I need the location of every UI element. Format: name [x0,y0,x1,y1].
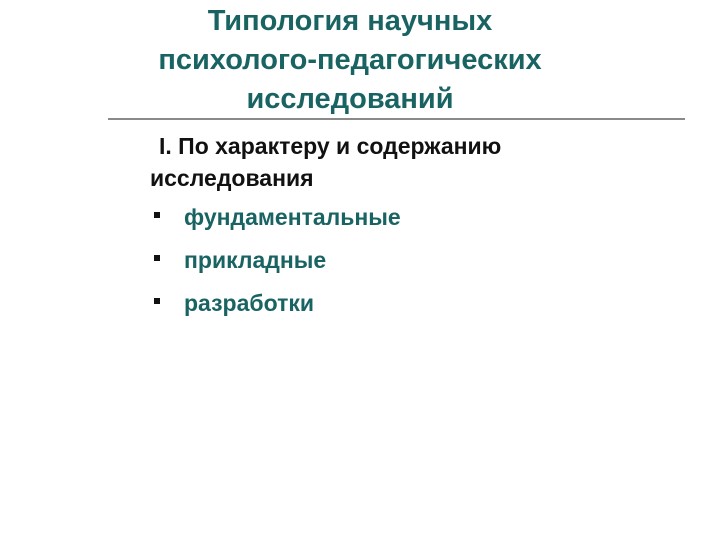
section-heading-line-1: I. По характеру и содержанию [159,133,502,159]
bullet-text: разработки [184,290,314,316]
square-bullet-icon [154,255,160,261]
bullet-text: прикладные [184,247,327,273]
square-bullet-icon [154,212,160,218]
slide-title [150,2,550,119]
section-heading-line-2: исследования [150,165,314,191]
title-line-2: психолого-педагогических [158,44,542,76]
square-bullet-icon [154,298,160,304]
title-line-3: исследований [246,83,454,115]
title-divider [108,118,685,120]
title-line-1: Типология научных [207,5,493,37]
section-heading [150,130,670,194]
bullet-text: фундаментальные [184,204,401,230]
